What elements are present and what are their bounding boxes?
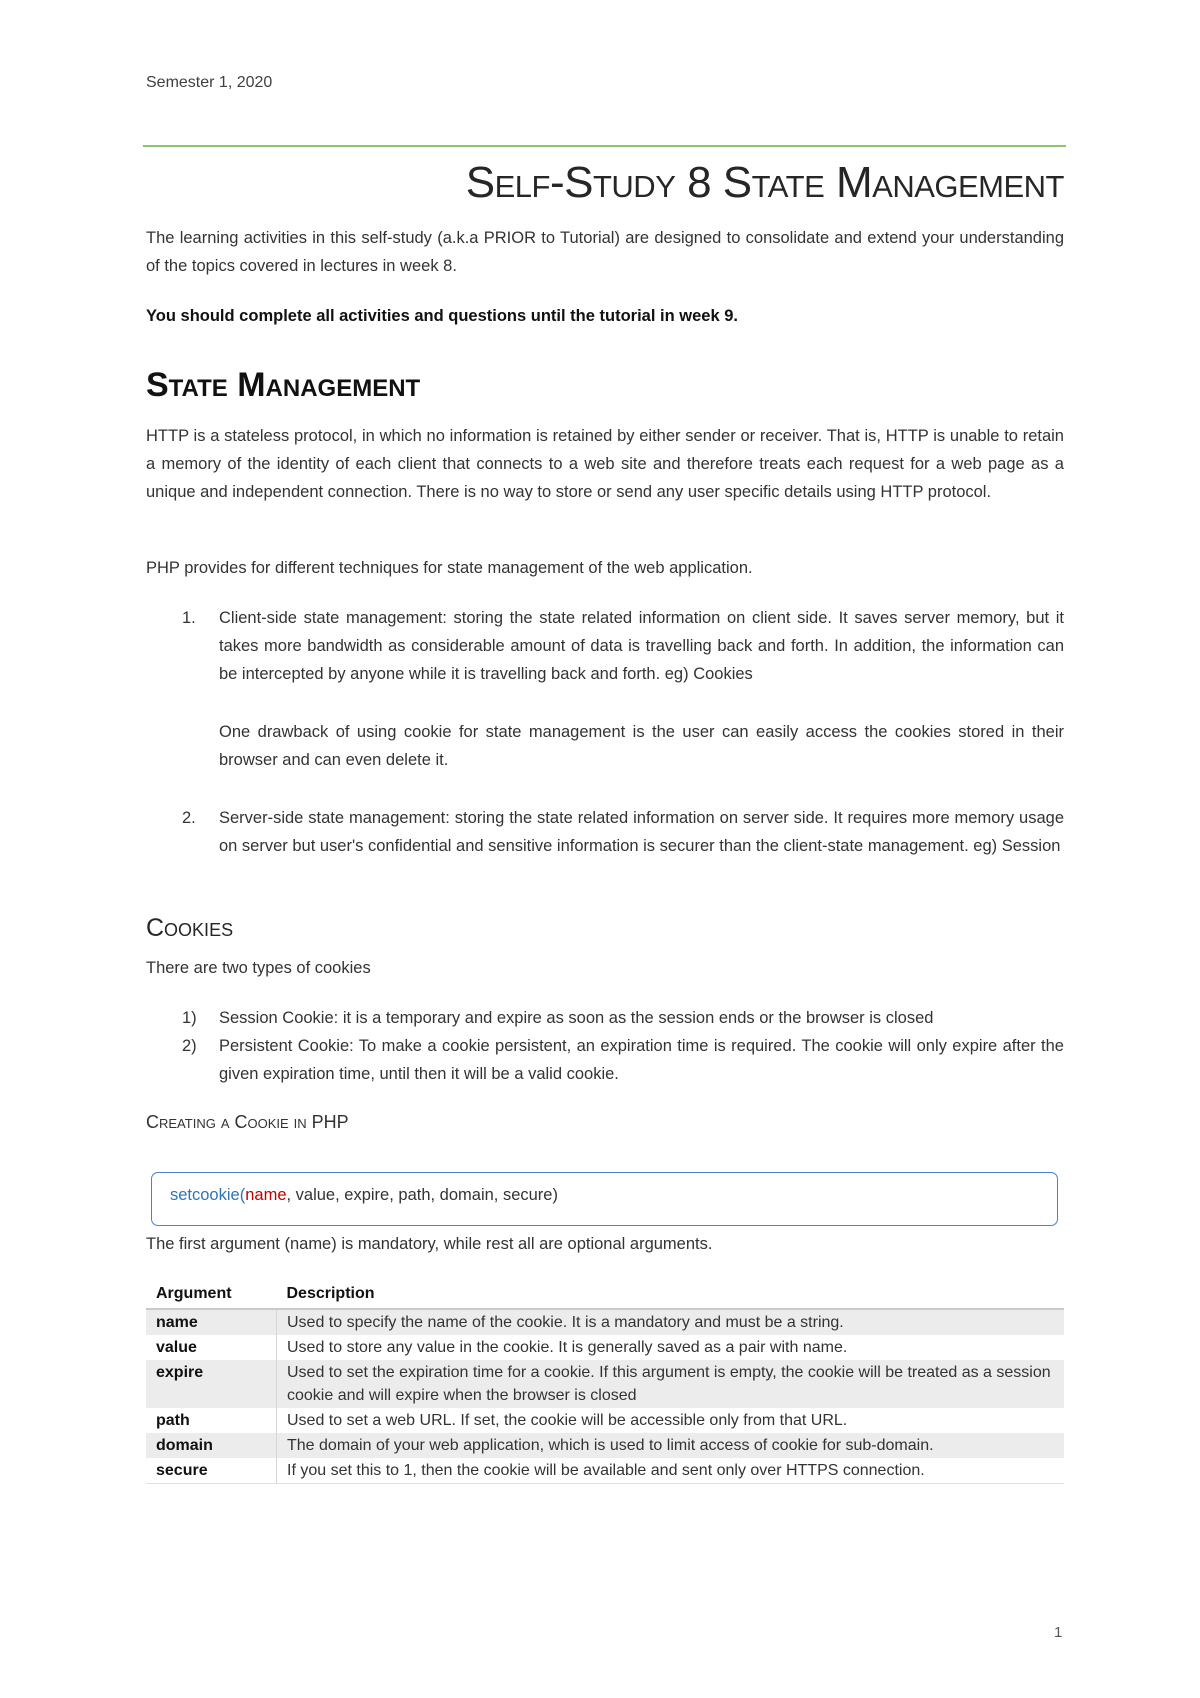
argument-cell: secure [146,1458,277,1484]
description-cell: Used to set the expiration time for a cookie. If this argument is empty, the cookie will be treated as a session cookie and will expire when the browser is closed [277,1360,1065,1408]
intro-paragraph: The learning activities in this self-study (a.k.a PRIOR to Tutorial) are designed to consolidate and extend your understanding of the topics covered in lectures in week 8. [146,229,1064,275]
code-optional-arguments: , value, expire, path, domain, secure) [286,1186,558,1204]
state-management-paragraph-1: HTTP is a stateless protocol, in which no information is retained by either sender or receiver. That is, HTTP is unable to retain a memory of the identity of each client that connects to a web site and therefore treats each request for a web page as a unique and independent connection. There is no way to store or send any user specific details using HTTP protocol. [146,427,1064,501]
table-row [146,1360,1064,1408]
column-header-argument: Argument [146,1280,277,1309]
document-title: Self-Study 8 State Management [465,158,1064,207]
code-open-paren: ( [239,1186,246,1204]
column-header-description: Description [277,1280,1065,1309]
code-required-argument: name [245,1186,287,1204]
state-management-paragraph-2: PHP provides for different techniques for state management of the web application. [146,559,753,577]
code-function-name: setcookie [170,1186,240,1204]
intro-instruction: You should complete all activities and questions until the tutorial in week 9. [146,307,738,325]
description-cell: Used to specify the name of the cookie. It is a mandatory and must be a string. [277,1309,1065,1335]
table-row [146,1408,1064,1433]
description-cell: The domain of your web application, which is used to limit access of cookie for sub-domain. [277,1433,1065,1458]
arguments-note: The first argument (name) is mandatory, while rest all are optional arguments. [146,1235,713,1253]
list-item-client-side-note [182,718,1064,774]
list-item-server-side [182,804,1064,860]
argument-cell: path [146,1408,277,1433]
page-header-semester: Semester 1, 2020 [146,74,273,91]
table-row [146,1309,1064,1335]
table-row [146,1458,1064,1484]
description-cell: If you set this to 1, then the cookie will be available and sent only over HTTPS connection. [277,1458,1065,1484]
description-cell: Used to store any value in the cookie. It is generally saved as a pair with name. [287,1339,848,1356]
header-rule [143,145,1066,147]
section-heading-state-management: State Management [146,366,421,404]
list-number: 1) [182,1009,197,1027]
list-item-session-cookie [182,1004,1064,1032]
argument-cell: value [146,1335,277,1360]
list-number: 1. [182,609,196,627]
list-item-text: Persistent Cookie: To make a cookie persistent, an expiration time is required. The cookie will only expire after the given expiration time, until then it will be a valid cookie. [219,1037,1064,1083]
table-row [146,1335,1064,1360]
list-number: 2) [182,1037,197,1055]
argument-cell: domain [146,1433,277,1458]
list-item-client-side [182,604,1064,688]
table-header-row [146,1280,1064,1309]
list-item-text: Client-side state management: storing the state related information on client side. It saves server memory, but it takes more bandwidth as considerable amount of data is travelling back and forth. In addition, the information can be intercepted by anyone while it is travelling back and forth. eg) Cookies [219,609,1064,683]
argument-cell: expire [146,1360,277,1408]
table-row [146,1433,1064,1458]
section-heading-cookies: Cookies [146,914,234,942]
list-item-text: Server-side state management: storing the state related information on server side. It requires more memory usage on server but user's confidential and sensitive information is securer than the client-state management. eg) Session [219,809,1064,855]
code-snippet-box [151,1172,1058,1226]
list-item-text: Session Cookie: it is a temporary and expire as soon as the session ends or the browser is closed [219,1009,934,1027]
list-item-note: One drawback of using cookie for state management is the user can easily access the cookies stored in their browser and can even delete it. [219,723,1064,769]
list-number: 2. [182,809,196,827]
page-number: 1 [1054,1624,1063,1641]
description-cell: Used to set a web URL. If set, the cookie will be accessible only from that URL. [287,1412,848,1429]
subheading-creating-cookie: Creating a Cookie in PHP [146,1112,349,1132]
list-item-persistent-cookie [182,1032,1064,1088]
arguments-table [146,1280,1064,1484]
argument-cell: name [146,1309,277,1335]
cookies-intro: There are two types of cookies [146,959,371,977]
code-line-setcookie [170,1186,558,1205]
